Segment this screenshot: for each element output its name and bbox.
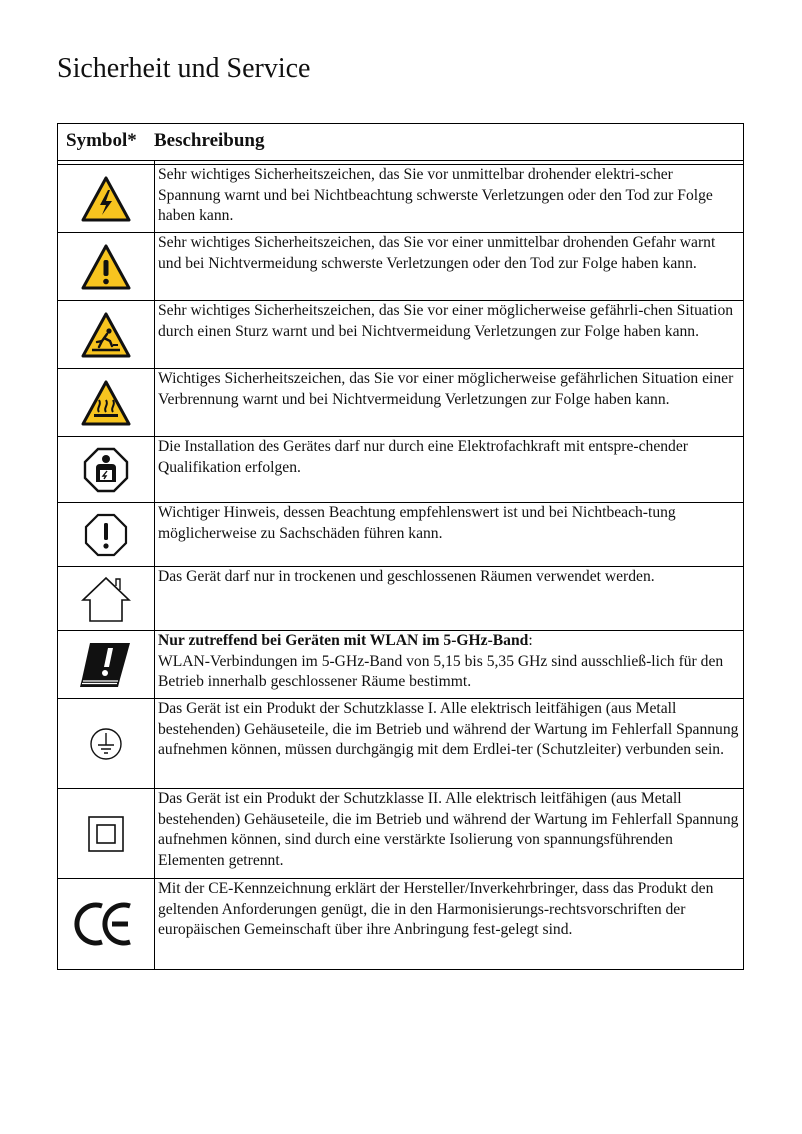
table-row xyxy=(58,369,743,437)
row-description: Das Gerät darf nur in trockenen und geschlossenen Räumen verwendet werden. xyxy=(158,568,655,585)
row-text: WLAN-Verbindungen im 5-GHz-Band von 5,15 bis 5,35 GHz sind ausschließ-lich für den Betrieb innerhalb geschlossener Räume bestimmt. xyxy=(158,652,724,691)
fall-hazard-warning-icon xyxy=(58,301,155,368)
electric-hazard-warning-icon xyxy=(58,165,155,232)
ce-mark-icon xyxy=(58,879,155,969)
read-manual-icon xyxy=(58,631,155,698)
table-row xyxy=(58,789,743,879)
general-warning-icon xyxy=(58,233,155,300)
table-row xyxy=(58,165,743,233)
row-lead-suffix: : xyxy=(528,632,533,649)
page-title: Sicherheit und Service xyxy=(57,53,311,84)
row-description: Sehr wichtiges Sicherheitszeichen, das Sie vor unmittelbar drohender elektri-scher Spannung warnt und bei Nichtbeachtung schwerste Verletzungen oder den Tod zur Folge haben kann. xyxy=(158,166,713,225)
table-row xyxy=(58,437,743,503)
table-header xyxy=(58,124,743,161)
row-description: Wichtiger Hinweis, dessen Beachtung empfehlenswert ist und bei Nichtbeach-tung möglicherweise zu Sachschäden führen kann. xyxy=(158,504,676,542)
table-row xyxy=(58,567,743,631)
header-symbol: Symbol* xyxy=(66,130,137,151)
row-description: Sehr wichtiges Sicherheitszeichen, das Sie vor einer möglicherweise gefährli-chen Situation durch einen Sturz warnt und bei Nichtvermeidung Verletzungen zur Folge haben kann. xyxy=(158,302,734,340)
row-description: Mit der CE-Kennzeichnung erklärt der Hersteller/Inverkehrbringer, dass das Produkt den geltenden Anforderungen genügt, die in den Harmonisierungs-rechtsvorschriften der europäischen Gemeinschaft über ihre Anbringung fest-gelegt sind. xyxy=(158,880,714,939)
table-row xyxy=(58,503,743,567)
table-row xyxy=(58,699,743,789)
row-description: Die Installation des Gerätes darf nur durch eine Elektrofachkraft mit entspre-chender Qualifikation erfolgen. xyxy=(158,438,688,476)
table-row xyxy=(58,879,743,969)
row-description: Das Gerät ist ein Produkt der Schutzklasse II. Alle elektrisch leitfähigen (aus Metall bestehenden) Gehäuseteile, die im Betrieb und während der Wartung im Fehlerfall Spannung aufnehmen können, sind durch eine verstärkte Isolierung von spannungsführenden Elementen getrennt. xyxy=(158,790,739,869)
electrician-icon xyxy=(58,437,155,502)
table-row xyxy=(58,301,743,369)
row-description: Wichtiges Sicherheitszeichen, das Sie vor einer möglicherweise gefährlichen Situation einer Verbrennung warnt und bei Nichtvermeidung Verletzungen zur Folge haben kann. xyxy=(158,370,734,408)
hot-surface-warning-icon xyxy=(58,369,155,436)
double-insulation-icon xyxy=(58,789,155,878)
notice-exclamation-icon xyxy=(58,503,155,566)
table-row xyxy=(58,233,743,301)
row-description: Sehr wichtiges Sicherheitszeichen, das Sie vor einer unmittelbar drohenden Gefahr warnt und bei Nichtvermeidung schwerste Verletzungen oder den Tod zur Folge haben kann. xyxy=(158,234,716,272)
row-lead: Nur zutreffend bei Geräten mit WLAN im 5-GHz-Band xyxy=(158,632,529,649)
table-row xyxy=(58,631,743,699)
indoor-use-house-icon xyxy=(58,567,155,630)
row-description: Das Gerät ist ein Produkt der Schutzklasse I. Alle elektrisch leitfähigen (aus Metall bestehenden) Gehäuseteile, die im Betrieb und während der Wartung im Fehlerfall Spannung aufnehmen können, müssen durchgängig mit dem Erdlei-ter (Schutzleiter) verbunden sein. xyxy=(158,700,739,759)
header-description: Beschreibung xyxy=(154,130,265,151)
row-description xyxy=(155,631,743,698)
symbol-table xyxy=(57,123,744,970)
protective-earth-icon xyxy=(58,699,155,788)
